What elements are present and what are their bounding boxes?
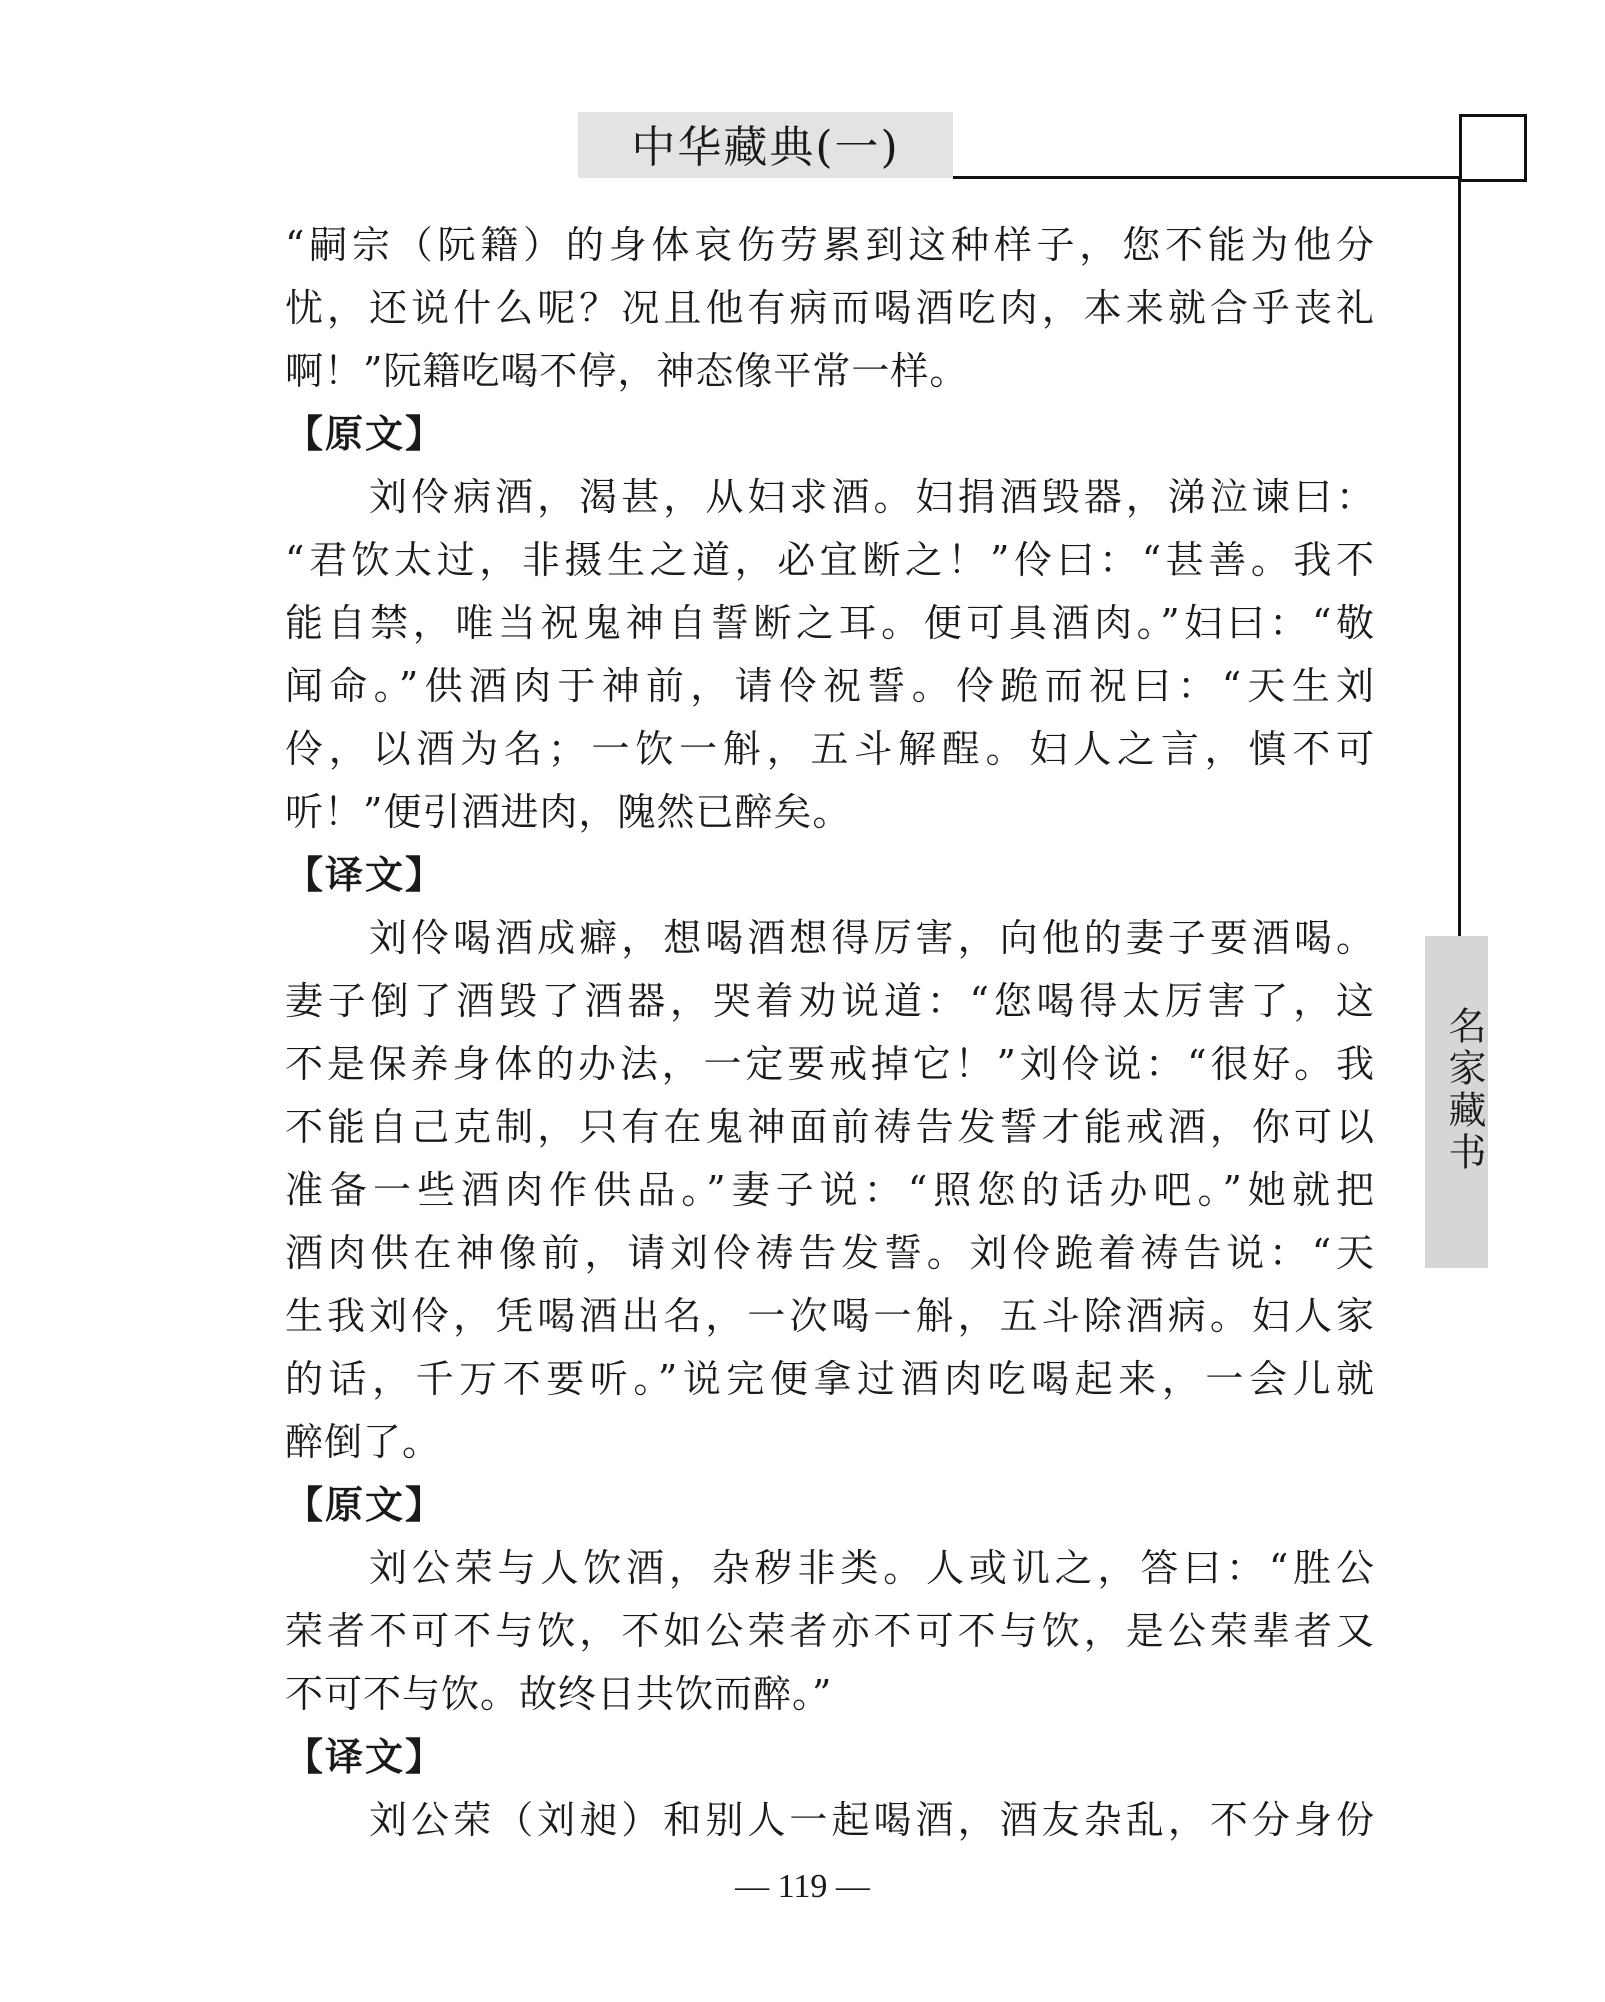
text-line: 不可不与饮。故终日共饮而醉。”: [285, 1672, 833, 1716]
text-line: 刘公荣（刘昶）和别人一起喝酒，酒友杂乱，不分身份: [369, 1798, 1375, 1842]
section-heading-original: 【原文】: [285, 1483, 446, 1527]
text-line: 忧，还说什么呢？况且他有病而喝酒吃肉，本来就合乎丧礼: [285, 286, 1375, 330]
text-line: 刘伶喝酒成癖，想喝酒想得厉害，向他的妻子要酒喝。: [369, 916, 1375, 960]
corner-square-ornament: [1459, 114, 1527, 182]
text-line: 不能自己克制，只有在鬼神面前祷告发誓才能戒酒，你可以: [285, 1105, 1375, 1149]
book-title: 中华藏典(一): [631, 122, 900, 173]
page-number: — 119 —: [735, 1868, 870, 1905]
text-line: 听！”便引酒进肉，隗然已醉矣。: [285, 790, 852, 834]
section-heading-translation: 【译文】: [285, 1735, 446, 1779]
text-line: 能自禁，唯当祝鬼神自誓断之耳。便可具酒肉。”妇曰：“敬: [285, 601, 1375, 645]
section-heading-translation: 【译文】: [285, 853, 446, 897]
text-line: 的话，千万不要听。”说完便拿过酒肉吃喝起来，一会儿就: [285, 1357, 1375, 1401]
text-line: 酒肉供在神像前，请刘伶祷告发誓。刘伶跪着祷告说：“天: [285, 1231, 1375, 1275]
text-line: 啊！”阮籍吃喝不停，神态像平常一样。: [285, 349, 969, 393]
text-line: 生我刘伶，凭喝酒出名，一次喝一斛，五斗除酒病。妇人家: [285, 1294, 1375, 1338]
vertical-rule: [1458, 176, 1461, 936]
side-tab-label: 名家藏书: [1442, 1006, 1486, 1174]
text-line: 刘伶病酒，渴甚，从妇求酒。妇捐酒毁器，涕泣谏曰：: [369, 475, 1375, 519]
text-line: 伶，以酒为名；一饮一斛，五斗解酲。妇人之言，慎不可: [285, 727, 1375, 771]
text-line: “嗣宗（阮籍）的身体哀伤劳累到这种样子，您不能为他分: [285, 223, 1375, 267]
section-heading-original: 【原文】: [285, 412, 446, 456]
text-line: 荣者不可不与饮，不如公荣者亦不可不与饮，是公荣辈者又: [285, 1609, 1375, 1653]
text-line: “君饮太过，非摄生之道，必宜断之！”伶曰：“甚善。我不: [285, 538, 1375, 582]
header-rule: [953, 176, 1459, 179]
text-line: 准备一些酒肉作供品。”妻子说：“照您的话办吧。”她就把: [285, 1168, 1375, 1212]
text-line: 不是保养身体的办法，一定要戒掉它！”刘伶说：“很好。我: [285, 1042, 1375, 1086]
text-line: 醉倒了。: [285, 1420, 442, 1464]
page-body: [285, 214, 1375, 1852]
text-line: 妻子倒了酒毁了酒器，哭着劝说道：“您喝得太厉害了，这: [285, 979, 1375, 1023]
text-line: 闻命。”供酒肉于神前，请伶祝誓。伶跪而祝曰：“天生刘: [285, 664, 1375, 708]
text-line: 刘公荣与人饮酒，杂秽非类。人或讥之，答曰：“胜公: [369, 1546, 1375, 1590]
